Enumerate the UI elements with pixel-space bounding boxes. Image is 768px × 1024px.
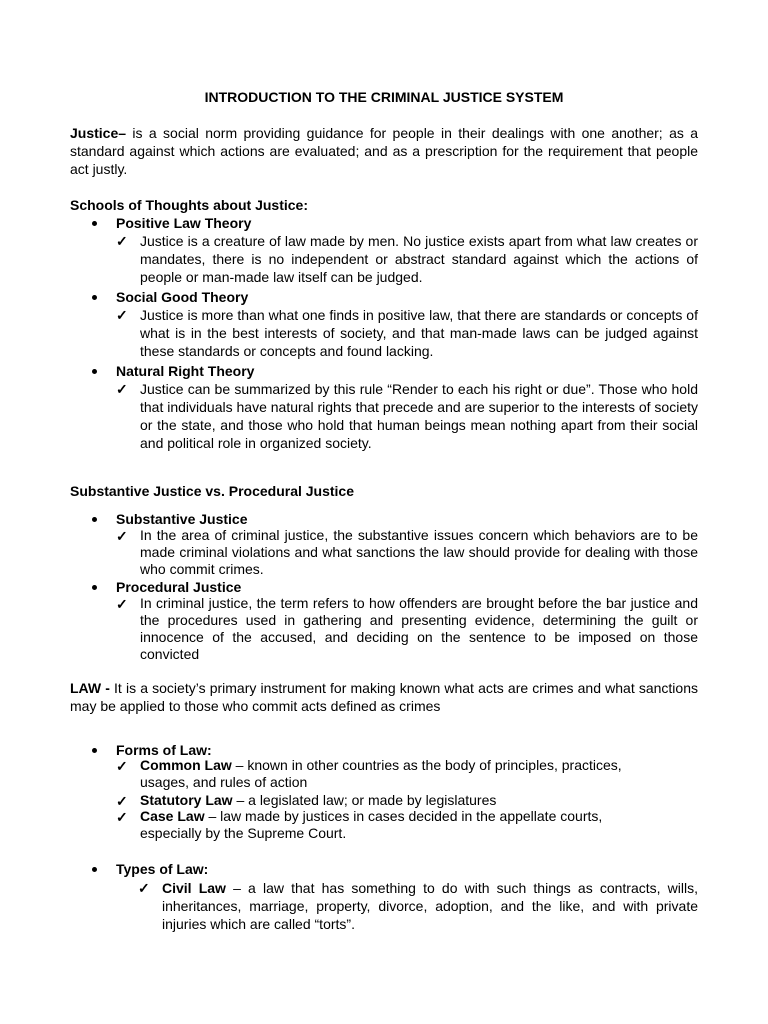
checkmark-icon: ✓ — [116, 233, 128, 249]
law-definition-text: It is a society’s primary instrument for making known what acts are crimes and what sanctions may be applied to those who commit acts defined as crimes — [70, 680, 698, 714]
bullet-dot-icon — [92, 295, 97, 300]
term-label: Case Law — [140, 808, 205, 824]
law-term: LAW - — [70, 680, 110, 696]
justice-term: Justice– — [70, 125, 127, 141]
substantive-procedural-heading: Substantive Justice vs. Procedural Justice — [70, 483, 355, 499]
bullet-dot-icon — [92, 585, 97, 590]
justice-definition — [70, 124, 698, 178]
item-label: Natural Right Theory — [116, 363, 255, 379]
checkmark-icon: ✓ — [116, 793, 128, 809]
item-text: Justice is more than what one finds in positive law, that there are standards or concepts of what is in the best interests of society, and that man-made laws can be judged against these standards or concepts and found lacking. — [140, 307, 698, 359]
checkmark-icon: ✓ — [116, 307, 128, 323]
checkmark-icon: ✓ — [116, 758, 128, 774]
bullet-dot-icon — [92, 369, 97, 374]
bullet-dot-icon — [92, 867, 97, 872]
schools-heading: Schools of Thoughts about Justice: — [70, 197, 308, 213]
item-label: Substantive Justice — [116, 511, 248, 527]
law-definition — [70, 679, 698, 715]
item-text — [162, 879, 698, 933]
item-text — [140, 808, 646, 842]
checkmark-icon: ✓ — [116, 809, 128, 825]
bullet-dot-icon — [92, 221, 97, 226]
item-text: Justice is a creature of law made by men. No justice exists apart from what law creates or mandates, there is no independent or abstract standard against which the actions of people or man-made law itself can be judged. — [140, 233, 698, 285]
term-label: Common Law — [140, 757, 232, 773]
item-text: Justice can be summarized by this rule “Render to each his right or due”. Those who hold that individuals have natural rights that precede and are superior to the interests of society or the state, and those who hold that human beings mean nothing apart from their social and political role in organized society. — [140, 381, 698, 451]
item-label: Procedural Justice — [116, 579, 242, 595]
item-text: In criminal justice, the term refers to how offenders are brought before the bar justice and the procedures used in gathering and presenting evidence, determining the guilt or innocence of the accused, and deciding on the sentence to be imposed on those convicted — [140, 595, 698, 662]
term-label: Civil Law — [162, 880, 226, 896]
item-text: In the area of criminal justice, the substantive issues concern which behaviors are to be made criminal violations and what sanctions the law should provide for dealing with those who commit crimes. — [140, 527, 698, 577]
item-text — [140, 757, 646, 791]
justice-definition-text: is a social norm providing guidance for people in their dealings with one another; as a standard against which actions are evaluated; and as a prescription for the requirement that people act justly. — [70, 125, 699, 177]
item-label: Types of Law: — [116, 861, 209, 877]
bullet-dot-icon — [92, 517, 97, 522]
item-label: Forms of Law: — [116, 742, 212, 758]
checkmark-icon: ✓ — [116, 528, 128, 544]
checkmark-icon: ✓ — [116, 381, 128, 397]
item-label: Social Good Theory — [116, 289, 249, 305]
term-desc: – known in other countries as the body of principles, practices, usages, and rules of action — [140, 757, 622, 790]
term-desc: – a law that has something to do with such things as contracts, wills, inheritances, marriage, property, divorce, adoption, and the like, and with private injuries which are called “torts”. — [162, 880, 699, 932]
checkmark-icon: ✓ — [116, 596, 128, 612]
term-desc: – a legislated law; or made by legislatures — [236, 792, 497, 808]
term-label: Statutory Law — [140, 792, 233, 808]
checkmark-icon: ✓ — [138, 880, 150, 896]
document-title: INTRODUCTION TO THE CRIMINAL JUSTICE SYSTEM — [204, 89, 564, 105]
item-text — [140, 792, 698, 809]
term-desc: – law made by justices in cases decided in the appellate courts, especially by the Supreme Court. — [140, 808, 603, 841]
bullet-dot-icon — [92, 748, 97, 753]
item-label: Positive Law Theory — [116, 215, 252, 231]
